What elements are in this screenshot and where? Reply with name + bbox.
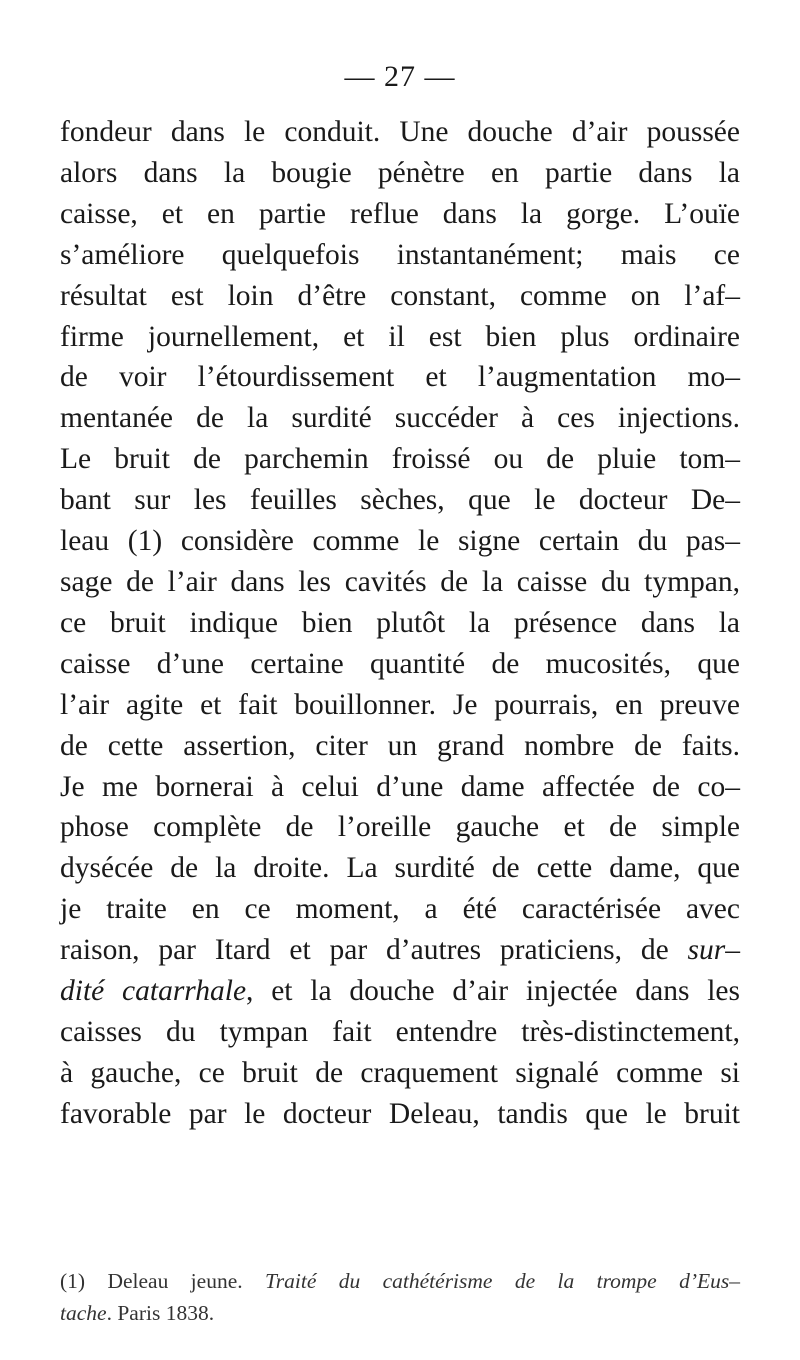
text-line: ce bruit indique bien plutôt la présence dans la — [60, 606, 740, 639]
text-line: de voir l’étourdissement et l’augmentation mo– — [60, 361, 740, 394]
text-line: de cette assertion, citer un grand nombre de faits. — [60, 729, 740, 762]
footnote-line — [60, 1265, 740, 1297]
text-line: phose complète de l’oreille gauche et de simple — [60, 811, 740, 844]
text-line — [60, 971, 740, 1012]
text-line: s’améliore quelquefois instantanément; mais ce — [60, 238, 740, 271]
text-line: sage de l’air dans les cavités de la caisse du tympan, — [60, 565, 740, 598]
text-line: caisses du tympan fait entendre très-distinctement, — [60, 1015, 740, 1048]
footnote-place-date: . Paris 1838. — [106, 1301, 215, 1325]
text-line: résultat est loin d’être constant, comme on l’af– — [60, 279, 740, 312]
text-fragment: raison, par Itard et par d’autres praticiens, de — [60, 934, 669, 967]
italic-term: sur– — [687, 934, 740, 967]
text-line: dysécée de la droite. La surdité de cette dame, que — [60, 852, 740, 885]
page-number: — 27 — — [344, 60, 456, 93]
text-line: alors dans la bougie pénètre en partie dans la — [60, 156, 740, 189]
text-line: caisse, et en partie reflue dans la gorge. L’ouïe — [60, 197, 740, 230]
text-line: firme journellement, et il est bien plus ordinaire — [60, 320, 740, 353]
text-line: favorable par le docteur Deleau, tandis que le bruit — [60, 1097, 740, 1130]
text-line — [60, 930, 740, 971]
text-line: je traite en ce moment, a été caractérisée avec — [60, 893, 740, 926]
text-line: bant sur les feuilles sèches, que le docteur De– — [60, 484, 740, 517]
text-line: Je me bornerai à celui d’une dame affectée de co– — [60, 770, 740, 803]
text-line: leau (1) considère comme le signe certain du pas– — [60, 525, 740, 558]
footnote — [60, 1265, 740, 1329]
footnote-line — [60, 1297, 740, 1329]
footnote-title: Traité du cathétérisme de la trompe d’Eus– — [265, 1269, 740, 1293]
text-line: l’air agite et fait bouillonner. Je pourrais, en preuve — [60, 688, 740, 721]
text-fragment: , et la douche d’air injectée dans les — [246, 975, 740, 1008]
text-line: fondeur dans le conduit. Une douche d’air poussée — [60, 116, 740, 148]
body-text — [60, 112, 740, 1135]
italic-term: dité catarrhale — [60, 975, 247, 1008]
text-line: Le bruit de parchemin froissé ou de pluie tom– — [60, 443, 740, 476]
footnote-author: (1) Deleau jeune. — [60, 1269, 243, 1293]
text-line: mentanée de la surdité succéder à ces injections. — [60, 402, 740, 435]
text-line: caisse d’une certaine quantité de mucosités, que — [60, 647, 740, 680]
text-line: à gauche, ce bruit de craquement signalé comme si — [60, 1056, 740, 1089]
footnote-title-end: tache — [60, 1301, 107, 1325]
